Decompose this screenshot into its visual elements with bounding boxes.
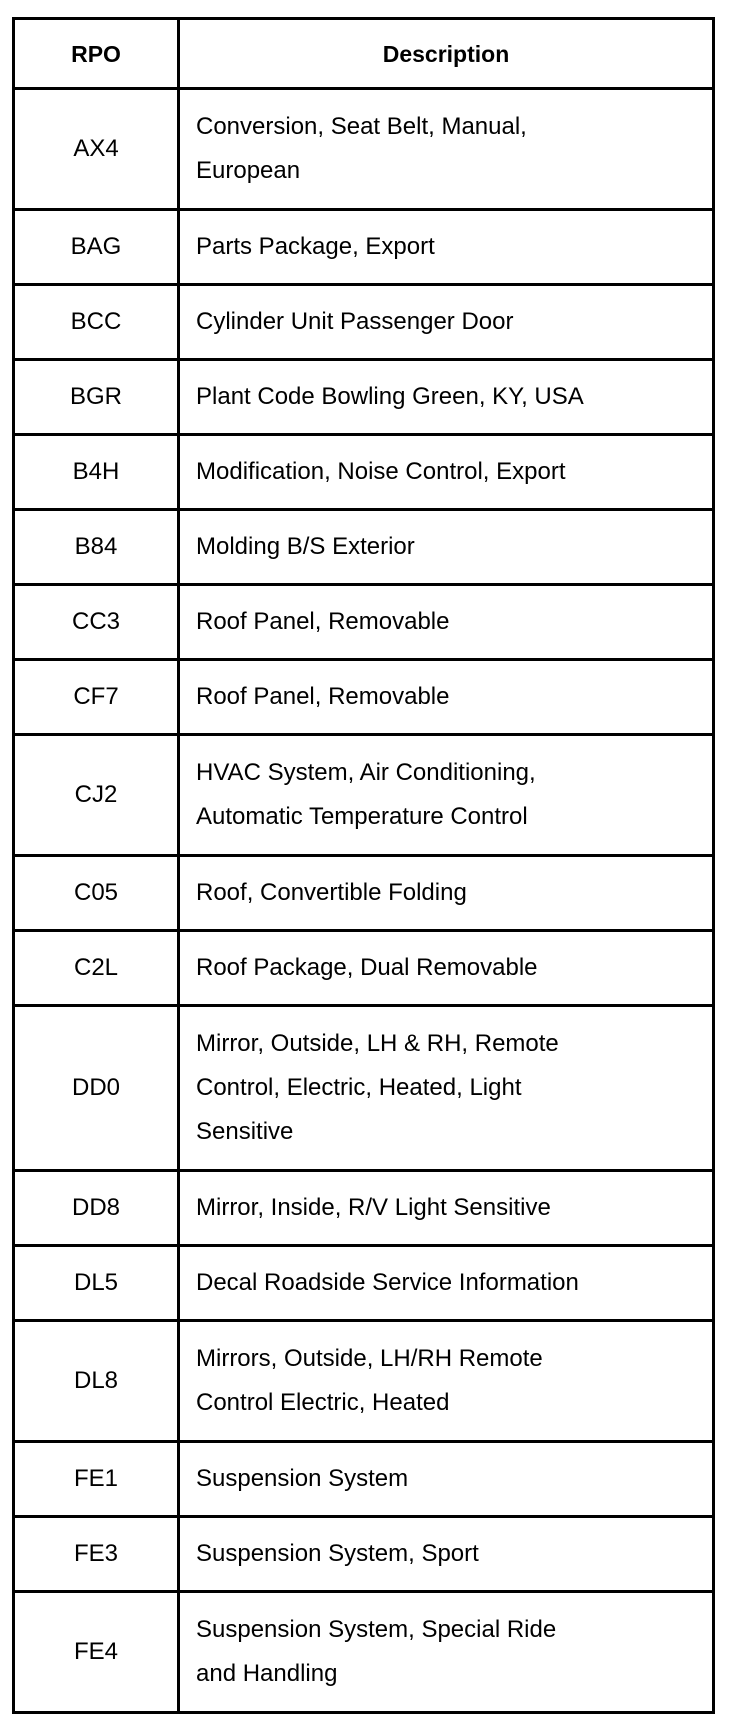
table-header bbox=[14, 19, 714, 89]
header-description: Description bbox=[179, 19, 714, 89]
description-cell bbox=[179, 435, 714, 510]
table-row bbox=[14, 735, 714, 856]
rpo-code-cell: B84 bbox=[14, 510, 179, 585]
rpo-code-cell: FE4 bbox=[14, 1592, 179, 1713]
description-line: European bbox=[196, 157, 301, 184]
table-row bbox=[14, 1246, 714, 1321]
description-line: Cylinder Unit Passenger Door bbox=[196, 308, 514, 335]
description-cell bbox=[179, 585, 714, 660]
rpo-code-cell: CC3 bbox=[14, 585, 179, 660]
description-cell bbox=[179, 735, 714, 856]
table-body bbox=[14, 89, 714, 1713]
description-line: and Handling bbox=[196, 1660, 338, 1687]
table-row bbox=[14, 210, 714, 285]
table-row bbox=[14, 856, 714, 931]
description-line: Control, Electric, Heated, Light bbox=[196, 1074, 522, 1101]
rpo-code-cell: CJ2 bbox=[14, 735, 179, 856]
description-line: Modification, Noise Control, Export bbox=[196, 458, 566, 485]
description-cell bbox=[179, 1592, 714, 1713]
table-row bbox=[14, 510, 714, 585]
header-row bbox=[14, 19, 714, 89]
description-line: Molding B/S Exterior bbox=[196, 533, 415, 560]
rpo-code-cell: FE3 bbox=[14, 1517, 179, 1592]
description-line: Parts Package, Export bbox=[196, 233, 435, 260]
description-cell bbox=[179, 1171, 714, 1246]
rpo-code-cell: AX4 bbox=[14, 89, 179, 210]
description-cell bbox=[179, 931, 714, 1006]
description-line: Suspension System, Sport bbox=[196, 1540, 479, 1567]
table-row bbox=[14, 435, 714, 510]
description-cell bbox=[179, 1246, 714, 1321]
description-cell bbox=[179, 1517, 714, 1592]
description-line: Plant Code Bowling Green, KY, USA bbox=[196, 383, 584, 410]
table-row bbox=[14, 660, 714, 735]
description-line: Automatic Temperature Control bbox=[196, 803, 528, 830]
description-cell bbox=[179, 210, 714, 285]
table-row bbox=[14, 1321, 714, 1442]
rpo-code-cell: BCC bbox=[14, 285, 179, 360]
description-line: Mirrors, Outside, LH/RH Remote bbox=[196, 1345, 543, 1372]
rpo-code-cell: C05 bbox=[14, 856, 179, 931]
description-line: Sensitive bbox=[196, 1118, 294, 1145]
description-line: Roof Panel, Removable bbox=[196, 608, 450, 635]
description-line: Roof, Convertible Folding bbox=[196, 879, 467, 906]
description-line: Suspension System bbox=[196, 1465, 409, 1492]
header-rpo: RPO bbox=[14, 19, 179, 89]
table-row bbox=[14, 1517, 714, 1592]
rpo-code-cell: B4H bbox=[14, 435, 179, 510]
rpo-code-cell: BAG bbox=[14, 210, 179, 285]
description-cell bbox=[179, 285, 714, 360]
description-line: Mirror, Outside, LH & RH, Remote bbox=[196, 1030, 559, 1057]
description-line: Roof Panel, Removable bbox=[196, 683, 450, 710]
table-row bbox=[14, 1592, 714, 1713]
description-cell bbox=[179, 360, 714, 435]
description-line: Conversion, Seat Belt, Manual, bbox=[196, 113, 527, 140]
description-cell bbox=[179, 856, 714, 931]
rpo-code-cell: BGR bbox=[14, 360, 179, 435]
table-row bbox=[14, 360, 714, 435]
description-cell bbox=[179, 510, 714, 585]
description-line: HVAC System, Air Conditioning, bbox=[196, 759, 536, 786]
rpo-code-cell: DL8 bbox=[14, 1321, 179, 1442]
rpo-code-cell: FE1 bbox=[14, 1442, 179, 1517]
description-line: Suspension System, Special Ride bbox=[196, 1616, 557, 1643]
description-line: Decal Roadside Service Information bbox=[196, 1269, 579, 1296]
description-cell bbox=[179, 89, 714, 210]
table-row bbox=[14, 285, 714, 360]
description-cell bbox=[179, 1442, 714, 1517]
table-row bbox=[14, 1171, 714, 1246]
description-cell bbox=[179, 660, 714, 735]
description-cell bbox=[179, 1006, 714, 1171]
table-row bbox=[14, 89, 714, 210]
description-line: Control Electric, Heated bbox=[196, 1389, 450, 1416]
rpo-code-cell: CF7 bbox=[14, 660, 179, 735]
rpo-code-cell: DL5 bbox=[14, 1246, 179, 1321]
description-line: Roof Package, Dual Removable bbox=[196, 954, 538, 981]
table-row bbox=[14, 1442, 714, 1517]
rpo-table bbox=[12, 17, 715, 1714]
description-line: Mirror, Inside, R/V Light Sensitive bbox=[196, 1194, 551, 1221]
table-row bbox=[14, 931, 714, 1006]
rpo-code-cell: DD0 bbox=[14, 1006, 179, 1171]
table-row bbox=[14, 585, 714, 660]
rpo-code-cell: DD8 bbox=[14, 1171, 179, 1246]
description-cell bbox=[179, 1321, 714, 1442]
rpo-code-cell: C2L bbox=[14, 931, 179, 1006]
table-row bbox=[14, 1006, 714, 1171]
